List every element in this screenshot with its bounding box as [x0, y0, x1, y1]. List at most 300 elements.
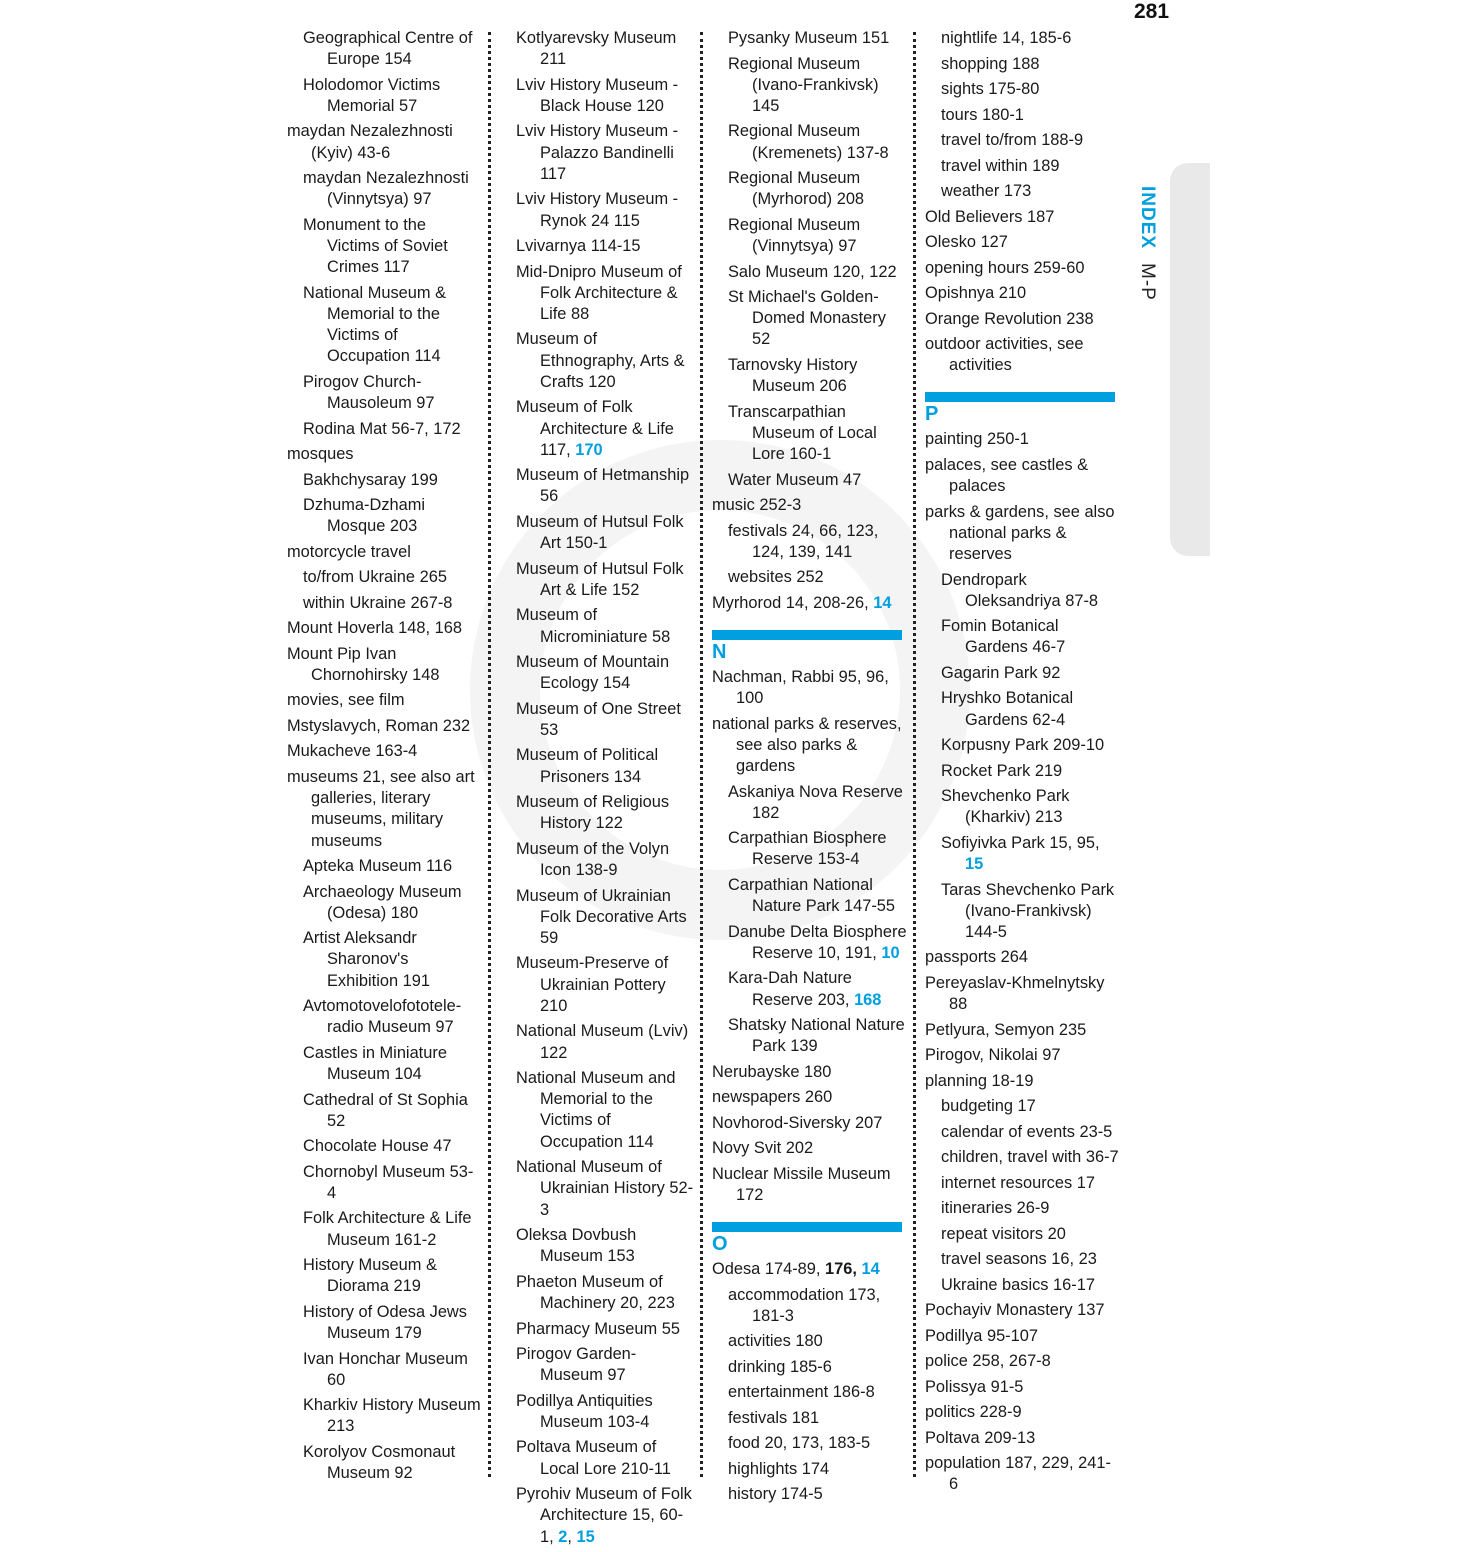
letter-heading-label: O	[712, 1233, 728, 1256]
index-subentry	[287, 1162, 482, 1204]
index-subentry	[712, 262, 907, 283]
index-subentry	[712, 1382, 907, 1403]
entry-text: Danube Delta Biosphere Reserve 10, 191,	[728, 922, 907, 962]
entry-text: Dzhuma-Dzhami Mosque 203	[303, 496, 426, 536]
index-subentry	[287, 470, 482, 491]
entry-text: movies, see film	[287, 691, 405, 710]
index-subentry	[712, 922, 907, 964]
index-entry	[287, 716, 482, 737]
entry-text: Lviv History Museum - Black House 120	[516, 75, 679, 115]
entry-text: Museum of Mountain Ecology 154	[516, 653, 670, 693]
entry-text: Mount Pip Ivan Chornohirsky 148	[287, 644, 440, 684]
entry-text: Mstyslavych, Roman 232	[287, 716, 471, 735]
entry-text: Oleksa Dovbush Museum 153	[516, 1226, 637, 1266]
index-subentry	[287, 593, 482, 614]
entry-text: Artist Aleksandr Sharonov's Exhibition 191	[303, 929, 430, 990]
entry-text: Kharkiv History Museum 213	[303, 1396, 481, 1436]
entry-text: Salo Museum 120, 122	[728, 262, 897, 281]
entry-text: travel to/from 188-9	[941, 131, 1084, 149]
index-entry	[287, 618, 482, 639]
index-entry	[516, 28, 696, 70]
entry-text: tours 180-1	[941, 105, 1024, 124]
column-divider	[488, 32, 491, 1477]
entry-text: National Museum (Lviv) 122	[516, 1022, 689, 1062]
entry-text: Cathedral of St Sophia 52	[303, 1090, 468, 1130]
entry-text: drinking 185-6	[728, 1357, 832, 1376]
index-entry	[925, 232, 1120, 253]
index-subentry	[712, 28, 907, 49]
index-entry	[925, 1020, 1120, 1041]
index-entry	[925, 309, 1120, 330]
index-subentry	[287, 1395, 482, 1437]
index-entry	[925, 334, 1120, 376]
entry-text: Askaniya Nova Reserve 182	[728, 782, 903, 822]
index-subentry	[287, 1255, 482, 1297]
entry-text: parks & gardens, see also national parks & reserves	[925, 502, 1115, 564]
index-subentry	[925, 1275, 1120, 1296]
index-entry	[287, 542, 482, 563]
entry-text: Apteka Museum 116	[303, 857, 453, 876]
index-entry	[287, 644, 482, 686]
index-subentry	[712, 567, 907, 588]
index-entry	[516, 792, 696, 834]
entry-text: national parks & reserves, see also parks & gardens	[712, 714, 902, 776]
entry-text: Pirogov Garden-Museum 97	[516, 1345, 637, 1385]
entry-text: Lvivarnya 114-15	[516, 237, 641, 256]
index-entry	[516, 559, 696, 601]
entry-text: internet resources 17	[941, 1173, 1095, 1192]
entry-text: websites 252	[728, 568, 824, 587]
entry-text: to/from Ukraine 265	[303, 568, 447, 587]
index-subentry	[925, 833, 1120, 875]
index-subentry	[925, 156, 1120, 177]
index-entry	[516, 1319, 696, 1340]
letter-heading	[925, 392, 1120, 426]
index-entry	[516, 329, 696, 393]
index-entry	[712, 1164, 907, 1206]
index-subentry	[712, 875, 907, 917]
index-entry	[516, 745, 696, 787]
entry-text: Holodomor Victims Memorial 57	[303, 75, 441, 115]
index-subentry	[712, 1285, 907, 1327]
entry-text: Pochayiv Monastery 137	[925, 1301, 1105, 1320]
entry-text: festivals 181	[728, 1408, 820, 1427]
index-subentry	[712, 1331, 907, 1352]
index-subentry	[712, 402, 907, 466]
entry-text: Museum of Hutsul Folk Art & Life 152	[516, 559, 684, 599]
letter-heading-bar	[925, 392, 1115, 402]
entry-text: Orange Revolution 238	[925, 309, 1094, 328]
entry-text: Tarnovsky History Museum 206	[728, 355, 858, 396]
index-subentry	[287, 75, 482, 117]
entry-text: Museum of Ethnography, Arts & Crafts 120	[516, 330, 685, 391]
index-subentry	[287, 928, 482, 992]
entry-text: Bakhchysaray 199	[303, 470, 438, 489]
entry-text: travel within 189	[941, 156, 1060, 175]
entry-text: accommodation 173, 181-3	[728, 1285, 881, 1325]
entry-text: Podillya Antiquities Museum 103-4	[516, 1391, 653, 1431]
entry-text: Dendropark Oleksandriya 87-8	[941, 570, 1099, 610]
entry-text: Geographical Centre of Europe 154	[303, 29, 473, 69]
entry-text: Folk Architecture & Life Museum 161-2	[303, 1209, 472, 1249]
entry-text: Archaeology Museum (Odesa) 180	[303, 882, 462, 922]
entry-text: Avtomotovelofototele-radio Museum 97	[303, 997, 462, 1037]
entry-text: Regional Museum (Vinnytsya) 97	[728, 215, 861, 256]
index-subentry	[287, 215, 482, 279]
index-subentry	[287, 1442, 482, 1484]
index-subentry	[925, 54, 1120, 75]
entry-text: shopping 188	[941, 54, 1040, 73]
index-subentry	[712, 1408, 907, 1429]
index-subentry	[287, 372, 482, 414]
index-subentry	[925, 880, 1120, 944]
index-subentry	[925, 616, 1120, 658]
entry-text: St Michael's Golden-Domed Monastery 52	[728, 288, 886, 349]
entry-text: Pysanky Museum 151	[728, 29, 890, 47]
entry-text: Mukacheve 163-4	[287, 742, 418, 761]
entry-text: Mount Hoverla 148, 168	[287, 619, 462, 638]
index-entry	[516, 75, 696, 117]
entry-text: Novhorod-Siversky 207	[712, 1113, 883, 1132]
index-subentry	[925, 1224, 1120, 1245]
entry-text: maydan Nezalezhnosti (Kyiv) 43-6	[287, 122, 453, 162]
index-subentry	[712, 215, 907, 257]
index-entry	[925, 1377, 1120, 1398]
entry-text: Pyrohiv Museum of Folk Architecture 15, 60-1,	[516, 1485, 692, 1546]
index-entry	[712, 1087, 907, 1108]
entry-text: outdoor activities, see activities	[925, 335, 1084, 375]
index-subentry	[925, 688, 1120, 730]
index-entry	[516, 953, 696, 1017]
entry-text: police 258, 267-8	[925, 1352, 1051, 1371]
index-entry	[925, 1428, 1120, 1449]
map-page-ref: 170	[575, 440, 603, 459]
letter-heading-bar	[712, 1222, 902, 1232]
index-subentry	[925, 1147, 1120, 1168]
entry-text: Korpusny Park 209-10	[941, 736, 1105, 755]
index-entry	[516, 512, 696, 554]
index-subentry	[287, 567, 482, 588]
index-entry	[925, 1326, 1120, 1347]
column-divider	[913, 32, 916, 1477]
entry-text: food 20, 173, 183-5	[728, 1434, 871, 1453]
index-subentry	[287, 1090, 482, 1132]
index-column-1	[287, 28, 482, 1489]
index-entry	[712, 1062, 907, 1083]
index-entry	[925, 1453, 1120, 1495]
index-entry	[516, 1437, 696, 1479]
entry-text: Carpathian National Nature Park 147-55	[728, 875, 896, 916]
index-entry	[516, 652, 696, 694]
entry-text: Shatsky National Nature Park 139	[728, 1016, 905, 1056]
letter-heading-label: P	[925, 403, 939, 426]
index-entry	[516, 886, 696, 950]
entry-text: itineraries 26-9	[941, 1199, 1050, 1218]
entry-text: Museum of Ukrainian Folk Decorative Arts 59	[516, 886, 687, 947]
index-entry	[925, 947, 1120, 968]
index-entry	[287, 690, 482, 711]
entry-text: Pirogov Church-Mausoleum 97	[303, 372, 435, 413]
map-page-ref: 15	[576, 1527, 595, 1546]
entry-text: festivals 24, 66, 123, 124, 139, 141	[728, 521, 879, 561]
map-page-ref: 15	[965, 855, 984, 874]
entry-text: Korolyov Cosmonaut Museum 92	[303, 1442, 456, 1483]
entry-text: Olesko 127	[925, 233, 1008, 251]
index-entry	[516, 1068, 696, 1153]
entry-text: History Museum & Diorama 219	[303, 1256, 437, 1296]
entry-text: Museum of the Volyn Icon 138-9	[516, 839, 670, 880]
entry-text: weather 173	[941, 182, 1032, 200]
entry-text: Regional Museum (Kremenets) 137-8	[728, 122, 889, 162]
index-entry	[712, 1138, 907, 1159]
index-entry	[925, 1045, 1120, 1066]
entry-text: Kara-Dah Nature Reserve 203,	[728, 969, 852, 1009]
index-subentry	[287, 1208, 482, 1250]
entry-text: Sofiyivka Park 15, 95,	[941, 833, 1100, 852]
index-entry	[925, 207, 1120, 228]
entry-text: Fomin Botanical Gardens 46-7	[941, 617, 1066, 657]
entry-text: history 174-5	[728, 1485, 823, 1504]
index-subentry	[925, 181, 1120, 202]
index-subentry	[925, 570, 1120, 612]
index-column-3	[712, 28, 907, 1510]
entry-text: Opishnya 210	[925, 284, 1027, 302]
index-subentry	[925, 1122, 1120, 1143]
entry-text: Museum of Hutsul Folk Art 150-1	[516, 512, 684, 553]
index-tab	[1170, 163, 1210, 556]
index-entry	[287, 741, 482, 762]
index-subentry	[287, 28, 482, 70]
index-entry	[925, 258, 1120, 279]
index-subentry	[712, 470, 907, 491]
index-entry	[287, 767, 482, 852]
entry-text: Museum of Religious History 122	[516, 793, 670, 833]
index-subentry	[287, 996, 482, 1038]
letter-heading	[712, 630, 907, 664]
index-entry	[516, 605, 696, 647]
index-subentry	[712, 121, 907, 163]
entry-text: Polissya 91-5	[925, 1377, 1024, 1396]
index-entry	[925, 1351, 1120, 1372]
index-entry	[925, 1402, 1120, 1423]
entry-text: opening hours 259-60	[925, 258, 1085, 277]
index-subentry	[287, 856, 482, 877]
index-entry	[712, 1113, 907, 1134]
index-entry	[516, 121, 696, 185]
map-page-ref: 14	[873, 593, 892, 612]
index-subentry	[712, 782, 907, 824]
entry-text: Old Believers 187	[925, 207, 1055, 226]
index-entry	[712, 714, 907, 778]
entry-text: Shevchenko Park (Kharkiv) 213	[941, 787, 1070, 827]
entry-text: Ivan Honchar Museum 60	[303, 1349, 468, 1389]
index-subentry	[925, 1198, 1120, 1219]
map-page-ref: 168	[854, 990, 882, 1009]
entry-text: Gagarin Park 92	[941, 663, 1061, 682]
entry-text: Nerubayske 180	[712, 1062, 832, 1081]
index-subentry	[925, 130, 1120, 151]
entry-text: Pereyaslav-Khmelnytsky 88	[925, 973, 1105, 1014]
entry-text: Chornobyl Museum 53-4	[303, 1162, 474, 1202]
entry-text: Poltava 209-13	[925, 1428, 1036, 1447]
index-subentry	[712, 1357, 907, 1378]
index-tab-title: INDEX	[1137, 186, 1158, 250]
index-subentry	[712, 1015, 907, 1057]
bold-page-ref: 176,	[825, 1260, 857, 1279]
entry-text: planning 18-19	[925, 1071, 1034, 1090]
index-entry	[712, 593, 907, 614]
index-entry	[516, 1157, 696, 1221]
entry-text: nightlife 14, 185-6	[941, 29, 1072, 47]
index-entry	[925, 1300, 1120, 1321]
entry-text: Novy Svit 202	[712, 1139, 814, 1158]
entry-text: Monument to the Victims of Soviet Crimes 117	[303, 215, 448, 277]
column-divider	[700, 32, 703, 1477]
entry-text: Phaeton Museum of Machinery 20, 223	[516, 1272, 675, 1312]
entry-text: Museum of Microminiature 58	[516, 606, 671, 646]
index-subentry	[287, 419, 482, 440]
entry-text: Chocolate House 47	[303, 1137, 452, 1156]
entry-text: children, travel with 36-7	[941, 1148, 1119, 1167]
index-entry	[516, 236, 696, 257]
entry-text: palaces, see castles & palaces	[925, 455, 1089, 496]
index-entry	[516, 189, 696, 231]
index-subentry	[925, 1096, 1120, 1117]
index-entry	[925, 283, 1120, 304]
entry-text: Museum of Hetmanship 56	[516, 466, 690, 506]
index-subentry	[712, 968, 907, 1010]
index-subentry	[925, 1249, 1120, 1270]
index-entry	[925, 429, 1120, 450]
index-subentry	[287, 882, 482, 924]
index-subentry	[287, 1302, 482, 1344]
index-entry	[516, 397, 696, 461]
entry-text: maydan Nezalezhnosti (Vinnytsya) 97	[303, 169, 469, 209]
map-page-ref: 10	[881, 943, 900, 962]
entry-text: Myrhorod 14, 208-26,	[712, 593, 869, 612]
entry-text: National Museum of Ukrainian History 52-3	[516, 1158, 694, 1219]
entry-text: Lviv History Museum - Palazzo Bandinelli 117	[516, 122, 679, 183]
entry-text: Museum of Political Prisoners 134	[516, 746, 659, 786]
index-entry	[925, 455, 1120, 497]
index-entry	[287, 121, 482, 163]
entry-text: museums 21, see also art galleries, literary museums, military museums	[287, 767, 475, 850]
entry-text: politics 228-9	[925, 1403, 1022, 1422]
index-subentry	[712, 54, 907, 118]
index-column-4	[925, 28, 1120, 1500]
index-entry	[925, 973, 1120, 1015]
entry-text: Museum of Folk Architecture & Life 117,	[516, 398, 674, 459]
letter-heading	[712, 1222, 907, 1256]
entry-text: Transcarpathian Museum of Local Lore 160-1	[728, 402, 877, 464]
entry-text: Ukraine basics 16-17	[941, 1275, 1095, 1294]
entry-text: Poltava Museum of Local Lore 210-11	[516, 1438, 671, 1478]
entry-text: mosques	[287, 445, 354, 464]
entry-text: Petlyura, Semyon 235	[925, 1020, 1087, 1039]
entry-text: Podillya 95-107	[925, 1326, 1038, 1345]
index-subentry	[925, 761, 1120, 782]
index-subentry	[925, 786, 1120, 828]
index-entry	[712, 667, 907, 709]
index-subentry	[925, 1173, 1120, 1194]
entry-text: History of Odesa Jews Museum 179	[303, 1302, 467, 1343]
entry-text: activities 180	[728, 1332, 823, 1351]
index-entry	[712, 1259, 907, 1280]
index-subentry	[287, 495, 482, 537]
index-entry	[925, 502, 1120, 566]
entry-text: Carpathian Biosphere Reserve 153-4	[728, 829, 887, 869]
entry-text: Pirogov, Nikolai 97	[925, 1046, 1061, 1065]
index-entry	[516, 1021, 696, 1063]
entry-text: Rodina Mat 56-7, 172	[303, 419, 461, 438]
entry-text: Water Museum 47	[728, 470, 862, 489]
entry-text: sights 175-80	[941, 80, 1040, 98]
entry-text: Nuclear Missile Museum 172	[712, 1164, 891, 1204]
entry-text: Museum of One Street 53	[516, 699, 681, 739]
entry-text: Odesa 174-89,	[712, 1260, 821, 1279]
entry-text: Taras Shevchenko Park (Ivano-Frankivsk) 144-5	[941, 880, 1115, 941]
index-tab-range: M-P	[1137, 263, 1158, 302]
index-entry	[287, 444, 482, 465]
index-subentry	[925, 105, 1120, 126]
index-subentry	[925, 79, 1120, 100]
index-subentry	[925, 28, 1120, 49]
index-subentry	[712, 1459, 907, 1480]
index-subentry	[712, 287, 907, 351]
index-subentry	[712, 828, 907, 870]
entry-text: motorcycle travel	[287, 542, 411, 561]
entry-text: Mid-Dnipro Museum of Folk Architecture & Life 88	[516, 262, 682, 323]
index-column-2	[516, 28, 696, 1552]
index-subentry	[712, 521, 907, 563]
entry-text: Kotlyarevsky Museum 211	[516, 29, 677, 69]
index-subentry	[287, 1043, 482, 1085]
entry-text: National Museum and Memorial to the Victims of Occupation 114	[516, 1069, 676, 1151]
index-subentry	[287, 1349, 482, 1391]
index-entry	[516, 699, 696, 741]
index-tab-label	[1136, 186, 1158, 301]
index-subentry	[287, 283, 482, 368]
index-subentry	[287, 1136, 482, 1157]
index-entry	[712, 495, 907, 516]
page-number: 281	[1134, 0, 1170, 23]
index-entry	[516, 1391, 696, 1433]
entry-text: highlights 174	[728, 1459, 830, 1478]
index-entry	[516, 1272, 696, 1314]
map-page-ref: 2	[558, 1527, 568, 1546]
entry-text: painting 250-1	[925, 430, 1029, 449]
entry-text: calendar of events 23-5	[941, 1122, 1113, 1141]
index-subentry	[925, 735, 1120, 756]
letter-heading-label: N	[712, 640, 727, 663]
entry-text: Pharmacy Museum 55	[516, 1319, 680, 1338]
index-subentry	[712, 1433, 907, 1454]
entry-text: Hryshko Botanical Gardens 62-4	[941, 689, 1074, 729]
entry-text: passports 264	[925, 948, 1028, 967]
entry-text: within Ukraine 267-8	[303, 593, 453, 612]
index-entry	[516, 1225, 696, 1267]
letter-heading-bar	[712, 630, 902, 640]
entry-text: Regional Museum (Myrhorod) 208	[728, 169, 865, 209]
entry-text: Castles in Miniature Museum 104	[303, 1043, 447, 1084]
index-subentry	[287, 168, 482, 210]
map-page-ref: 14	[861, 1260, 880, 1279]
entry-text: National Museum & Memorial to the Victims of Occupation 114	[303, 283, 447, 366]
entry-text: Museum-Preserve of Ukrainian Pottery 210	[516, 954, 669, 1015]
index-entry	[925, 1071, 1120, 1092]
index-subentry	[712, 1484, 907, 1505]
index-subentry	[925, 663, 1120, 684]
